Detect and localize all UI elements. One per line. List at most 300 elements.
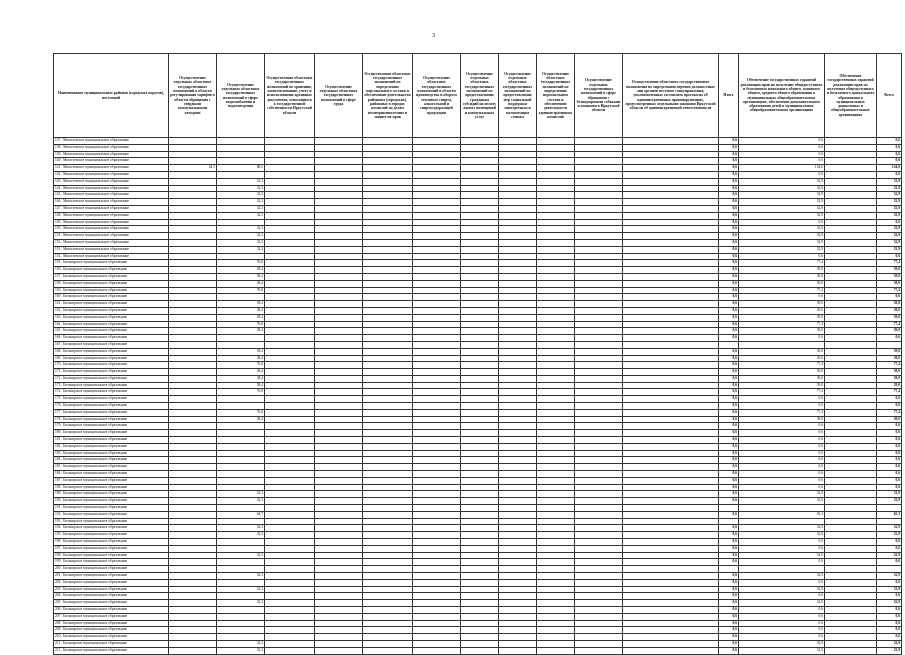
cell-value: 0,6 [877, 151, 902, 158]
cell-value [363, 606, 413, 613]
table-row [54, 246, 902, 253]
cell-value [825, 443, 877, 450]
cell-value [537, 573, 575, 580]
cell-value [363, 335, 413, 342]
cell-value: 39,0 [877, 348, 902, 355]
cell-value [575, 606, 623, 613]
cell-value: 0,6 [719, 634, 739, 641]
cell-value: 0,6 [719, 382, 739, 389]
cell-value [499, 634, 537, 641]
cell-value [413, 620, 461, 627]
cell-value [623, 586, 719, 593]
column-header: Осуществление областных государственных полномочий по определению персонального состава и обеспечению деятельности административных комиссий [537, 54, 575, 138]
row-label: 147 . Мишелевское муниципальное образование [54, 205, 169, 212]
cell-value [623, 443, 719, 450]
cell-value [315, 273, 363, 280]
cell-value [537, 484, 575, 491]
cell-value [623, 267, 719, 274]
cell-value [575, 498, 623, 505]
row-label: 157 . Бильчирское муниципальное образование [54, 273, 169, 280]
cell-value [413, 138, 461, 145]
cell-value [623, 144, 719, 151]
row-label: 174 . Бильчирское муниципальное образование [54, 389, 169, 396]
cell-value: 38,4 [217, 307, 265, 314]
cell-value [623, 389, 719, 396]
cell-value [265, 307, 315, 314]
cell-value [499, 545, 537, 552]
cell-value: 0,6 [719, 355, 739, 362]
cell-value [623, 348, 719, 355]
row-label: 203 . Бильчирское муниципальное образование [54, 586, 169, 593]
cell-value [537, 525, 575, 532]
cell-value [575, 505, 623, 512]
cell-value [315, 199, 363, 206]
cell-value: 32,9 [877, 525, 902, 532]
table-row [54, 423, 902, 430]
cell-value: 0,6 [719, 593, 739, 600]
cell-value [363, 178, 413, 185]
cell-value: 0,6 [719, 226, 739, 233]
table-row [54, 518, 902, 525]
cell-value [623, 369, 719, 376]
cell-value [315, 498, 363, 505]
table-row [54, 403, 902, 410]
table-row [54, 437, 902, 444]
cell-value [413, 362, 461, 369]
cell-value [461, 634, 499, 641]
cell-value [575, 253, 623, 260]
cell-value: 0,6 [719, 423, 739, 430]
cell-value [461, 389, 499, 396]
cell-value [169, 144, 217, 151]
cell-value: 39,0 [739, 301, 825, 308]
cell-value [575, 545, 623, 552]
table-row [54, 477, 902, 484]
cell-value [413, 559, 461, 566]
cell-value [461, 491, 499, 498]
table-row [54, 505, 902, 512]
cell-value [623, 450, 719, 457]
cell-value [461, 539, 499, 546]
cell-value: 0,6 [739, 396, 825, 403]
cell-value [315, 335, 363, 342]
cell-value [575, 233, 623, 240]
cell-value [623, 138, 719, 145]
cell-value [575, 640, 623, 647]
cell-value [623, 171, 719, 178]
cell-value [461, 239, 499, 246]
cell-value: 32,9 [739, 212, 825, 219]
cell-value: 0,6 [739, 620, 825, 627]
cell-value [623, 511, 719, 518]
cell-value [623, 627, 719, 634]
cell-value [315, 355, 363, 362]
cell-value [825, 267, 877, 274]
cell-value: 32,3 [217, 552, 265, 559]
cell-value: 39,0 [877, 273, 902, 280]
row-label: 201 . Бильчирское муниципальное образование [54, 573, 169, 580]
cell-value [623, 403, 719, 410]
cell-value [265, 335, 315, 342]
cell-value [413, 151, 461, 158]
cell-value: 39,0 [739, 314, 825, 321]
cell-value [499, 606, 537, 613]
cell-value [217, 579, 265, 586]
cell-value [537, 579, 575, 586]
cell-value [461, 192, 499, 199]
cell-value [575, 450, 623, 457]
table-row [54, 579, 902, 586]
cell-value [499, 477, 537, 484]
cell-value: 0,6 [719, 450, 739, 457]
row-label: 187 . Бильчирское муниципальное образование [54, 477, 169, 484]
cell-value: 32,9 [739, 573, 825, 580]
cell-value [265, 403, 315, 410]
cell-value [169, 491, 217, 498]
table-row [54, 450, 902, 457]
cell-value [413, 396, 461, 403]
cell-value [825, 566, 877, 573]
cell-value [537, 593, 575, 600]
cell-value [575, 328, 623, 335]
cell-value [217, 484, 265, 491]
cell-value [825, 640, 877, 647]
cell-value: 0,6 [739, 627, 825, 634]
table-row [54, 138, 902, 145]
cell-value [169, 505, 217, 512]
cell-value [825, 613, 877, 620]
cell-value [363, 273, 413, 280]
cell-value: 32,3 [217, 239, 265, 246]
cell-value [217, 613, 265, 620]
cell-value [363, 389, 413, 396]
cell-value [265, 593, 315, 600]
cell-value [413, 409, 461, 416]
row-label: 154 . Мишелевское муниципальное образование [54, 253, 169, 260]
cell-value [575, 205, 623, 212]
cell-value [499, 505, 537, 512]
cell-value: 77,4 [739, 321, 825, 328]
cell-value [575, 579, 623, 586]
cell-value [825, 375, 877, 382]
cell-value [461, 620, 499, 627]
cell-value [265, 362, 315, 369]
cell-value [413, 246, 461, 253]
table-row [54, 471, 902, 478]
cell-value: 0,6 [719, 437, 739, 444]
cell-value: 0,6 [739, 539, 825, 546]
cell-value [363, 287, 413, 294]
cell-value [315, 403, 363, 410]
cell-value: 0,6 [719, 464, 739, 471]
cell-value [623, 498, 719, 505]
table-row [54, 171, 902, 178]
cell-value: 0,6 [739, 606, 825, 613]
cell-value: 0,6 [877, 579, 902, 586]
cell-value [315, 151, 363, 158]
cell-value [461, 593, 499, 600]
cell-value [623, 246, 719, 253]
cell-value [499, 138, 537, 145]
cell-value [537, 416, 575, 423]
cell-value: 0,6 [719, 246, 739, 253]
row-label: 199 . Бильчирское муниципальное образование [54, 559, 169, 566]
cell-value [315, 294, 363, 301]
cell-value [217, 396, 265, 403]
cell-value [499, 491, 537, 498]
table-header [54, 54, 902, 138]
cell-value: 32,3 [217, 532, 265, 539]
cell-value [825, 321, 877, 328]
cell-value [315, 443, 363, 450]
cell-value [461, 307, 499, 314]
cell-value: 32,3 [217, 647, 265, 654]
cell-value [315, 532, 363, 539]
cell-value [265, 171, 315, 178]
table-row [54, 640, 902, 647]
row-label: 137 . Мишелевское муниципальное образование [54, 138, 169, 145]
cell-value: 39,0 [739, 273, 825, 280]
cell-value: 0,6 [877, 403, 902, 410]
cell-value [169, 477, 217, 484]
cell-value [461, 586, 499, 593]
table-row [54, 491, 902, 498]
cell-value [461, 471, 499, 478]
cell-value [315, 627, 363, 634]
cell-value [461, 301, 499, 308]
cell-value [499, 219, 537, 226]
cell-value [537, 205, 575, 212]
cell-value: 0,6 [877, 627, 902, 634]
cell-value [499, 246, 537, 253]
cell-value [499, 525, 537, 532]
cell-value [217, 430, 265, 437]
cell-value [363, 437, 413, 444]
cell-value [363, 613, 413, 620]
cell-value [169, 382, 217, 389]
cell-value [363, 539, 413, 546]
cell-value: 0,6 [877, 430, 902, 437]
cell-value [537, 409, 575, 416]
cell-value: 39,0 [877, 280, 902, 287]
cell-value [575, 573, 623, 580]
column-header: Осуществление отдельных областных государственных полномочий по предоставлению гражданам субсидий на оплату жилых помещений и коммунальных услуг [461, 54, 499, 138]
cell-value [825, 396, 877, 403]
cell-value [461, 627, 499, 634]
cell-value [265, 409, 315, 416]
cell-value [265, 552, 315, 559]
cell-value [461, 260, 499, 267]
cell-value: 0,6 [877, 171, 902, 178]
cell-value: 0,6 [739, 457, 825, 464]
cell-value [499, 396, 537, 403]
cell-value [825, 239, 877, 246]
cell-value: 0,6 [719, 267, 739, 274]
cell-value [623, 219, 719, 226]
cell-value [623, 226, 719, 233]
row-label: 158 . Бильчирское муниципальное образование [54, 280, 169, 287]
row-label: 208 . Бильчирское муниципальное образование [54, 620, 169, 627]
column-header: Осуществление отдельных областных государственных полномочий в сфере труда [315, 54, 363, 138]
cell-value [825, 586, 877, 593]
cell-value [461, 477, 499, 484]
cell-value [315, 423, 363, 430]
cell-value [217, 158, 265, 165]
cell-value [499, 192, 537, 199]
cell-value [363, 450, 413, 457]
cell-value: 0,6 [739, 450, 825, 457]
row-label: 210 . Бильчирское муниципальное образование [54, 634, 169, 641]
cell-value [825, 260, 877, 267]
cell-value [623, 233, 719, 240]
column-header: Итого [719, 54, 739, 138]
cell-value: 0,6 [719, 362, 739, 369]
row-label: 145 . Мишелевское муниципальное образование [54, 192, 169, 199]
table-row [54, 321, 902, 328]
row-label: 188 . Бильчирское муниципальное образование [54, 484, 169, 491]
cell-value: 0,6 [719, 212, 739, 219]
cell-value [623, 280, 719, 287]
cell-value: 0,6 [719, 328, 739, 335]
cell-value [265, 457, 315, 464]
cell-value [623, 287, 719, 294]
cell-value: 76,8 [217, 287, 265, 294]
row-label: 185 . Бильчирское муниципальное образование [54, 464, 169, 471]
cell-value: 65,3 [739, 511, 825, 518]
cell-value [461, 409, 499, 416]
cell-value [217, 606, 265, 613]
cell-value [315, 328, 363, 335]
row-label: 211 . Бильчирское муниципальное образование [54, 640, 169, 647]
cell-value: 32,9 [739, 640, 825, 647]
cell-value [537, 457, 575, 464]
cell-value [499, 382, 537, 389]
cell-value [825, 627, 877, 634]
cell-value: 0,6 [877, 423, 902, 430]
cell-value [169, 409, 217, 416]
cell-value [623, 355, 719, 362]
cell-value [537, 369, 575, 376]
cell-value [363, 199, 413, 206]
cell-value [575, 267, 623, 274]
cell-value [575, 586, 623, 593]
cell-value [461, 464, 499, 471]
cell-value [217, 464, 265, 471]
cell-value: 0,6 [719, 273, 739, 280]
cell-value [169, 416, 217, 423]
cell-value [825, 355, 877, 362]
table-row [54, 525, 902, 532]
cell-value [575, 185, 623, 192]
cell-value: 39,0 [877, 355, 902, 362]
cell-value: 0,6 [719, 280, 739, 287]
cell-value: 0,6 [739, 471, 825, 478]
cell-value: 32,3 [217, 178, 265, 185]
cell-value [169, 375, 217, 382]
cell-value [499, 552, 537, 559]
cell-value [217, 443, 265, 450]
cell-value [537, 239, 575, 246]
cell-value [537, 138, 575, 145]
cell-value [623, 505, 719, 512]
cell-value [623, 640, 719, 647]
cell-value [315, 321, 363, 328]
row-label: 200 . Бильчирское муниципальное образование [54, 566, 169, 573]
cell-value [169, 566, 217, 573]
cell-value [825, 647, 877, 654]
cell-value [363, 566, 413, 573]
cell-value [575, 301, 623, 308]
cell-value [537, 464, 575, 471]
cell-value [315, 606, 363, 613]
cell-value [217, 253, 265, 260]
cell-value [825, 525, 877, 532]
cell-value: 0,6 [719, 457, 739, 464]
cell-value: 38,4 [217, 416, 265, 423]
cell-value [825, 437, 877, 444]
row-label: 144 . Мишелевское муниципальное образование [54, 185, 169, 192]
cell-value [623, 239, 719, 246]
cell-value [499, 484, 537, 491]
cell-value [169, 640, 217, 647]
cell-value [461, 144, 499, 151]
cell-value [575, 307, 623, 314]
cell-value [169, 273, 217, 280]
cell-value [537, 600, 575, 607]
row-label: 149 . Мишелевское муниципальное образование [54, 219, 169, 226]
table-row [54, 552, 902, 559]
cell-value [265, 321, 315, 328]
cell-value [499, 199, 537, 206]
cell-value [217, 620, 265, 627]
cell-value [315, 464, 363, 471]
cell-value [169, 579, 217, 586]
cell-value [499, 314, 537, 321]
cell-value [363, 409, 413, 416]
table-row [54, 532, 902, 539]
cell-value [461, 484, 499, 491]
cell-value [265, 233, 315, 240]
cell-value [315, 416, 363, 423]
row-label: 206 . Бильчирское муниципальное образование [54, 606, 169, 613]
cell-value [363, 573, 413, 580]
row-label: 202 . Бильчирское муниципальное образование [54, 579, 169, 586]
table-row [54, 362, 902, 369]
cell-value [825, 539, 877, 546]
cell-value [623, 205, 719, 212]
cell-value [315, 375, 363, 382]
cell-value [363, 430, 413, 437]
cell-value [499, 355, 537, 362]
cell-value [169, 321, 217, 328]
cell-value [537, 403, 575, 410]
cell-value [499, 593, 537, 600]
row-label: 196 . Бильчирское муниципальное образование [54, 539, 169, 546]
cell-value [413, 498, 461, 505]
cell-value [575, 396, 623, 403]
cell-value: 0,6 [877, 620, 902, 627]
cell-value [825, 382, 877, 389]
cell-value [413, 586, 461, 593]
cell-value [413, 593, 461, 600]
cell-value [575, 559, 623, 566]
row-label: 192 . Бильчирское муниципальное образование [54, 511, 169, 518]
cell-value: 77,4 [739, 287, 825, 294]
cell-value [575, 158, 623, 165]
cell-value: 0,6 [719, 369, 739, 376]
cell-value [217, 335, 265, 342]
cell-value [169, 253, 217, 260]
